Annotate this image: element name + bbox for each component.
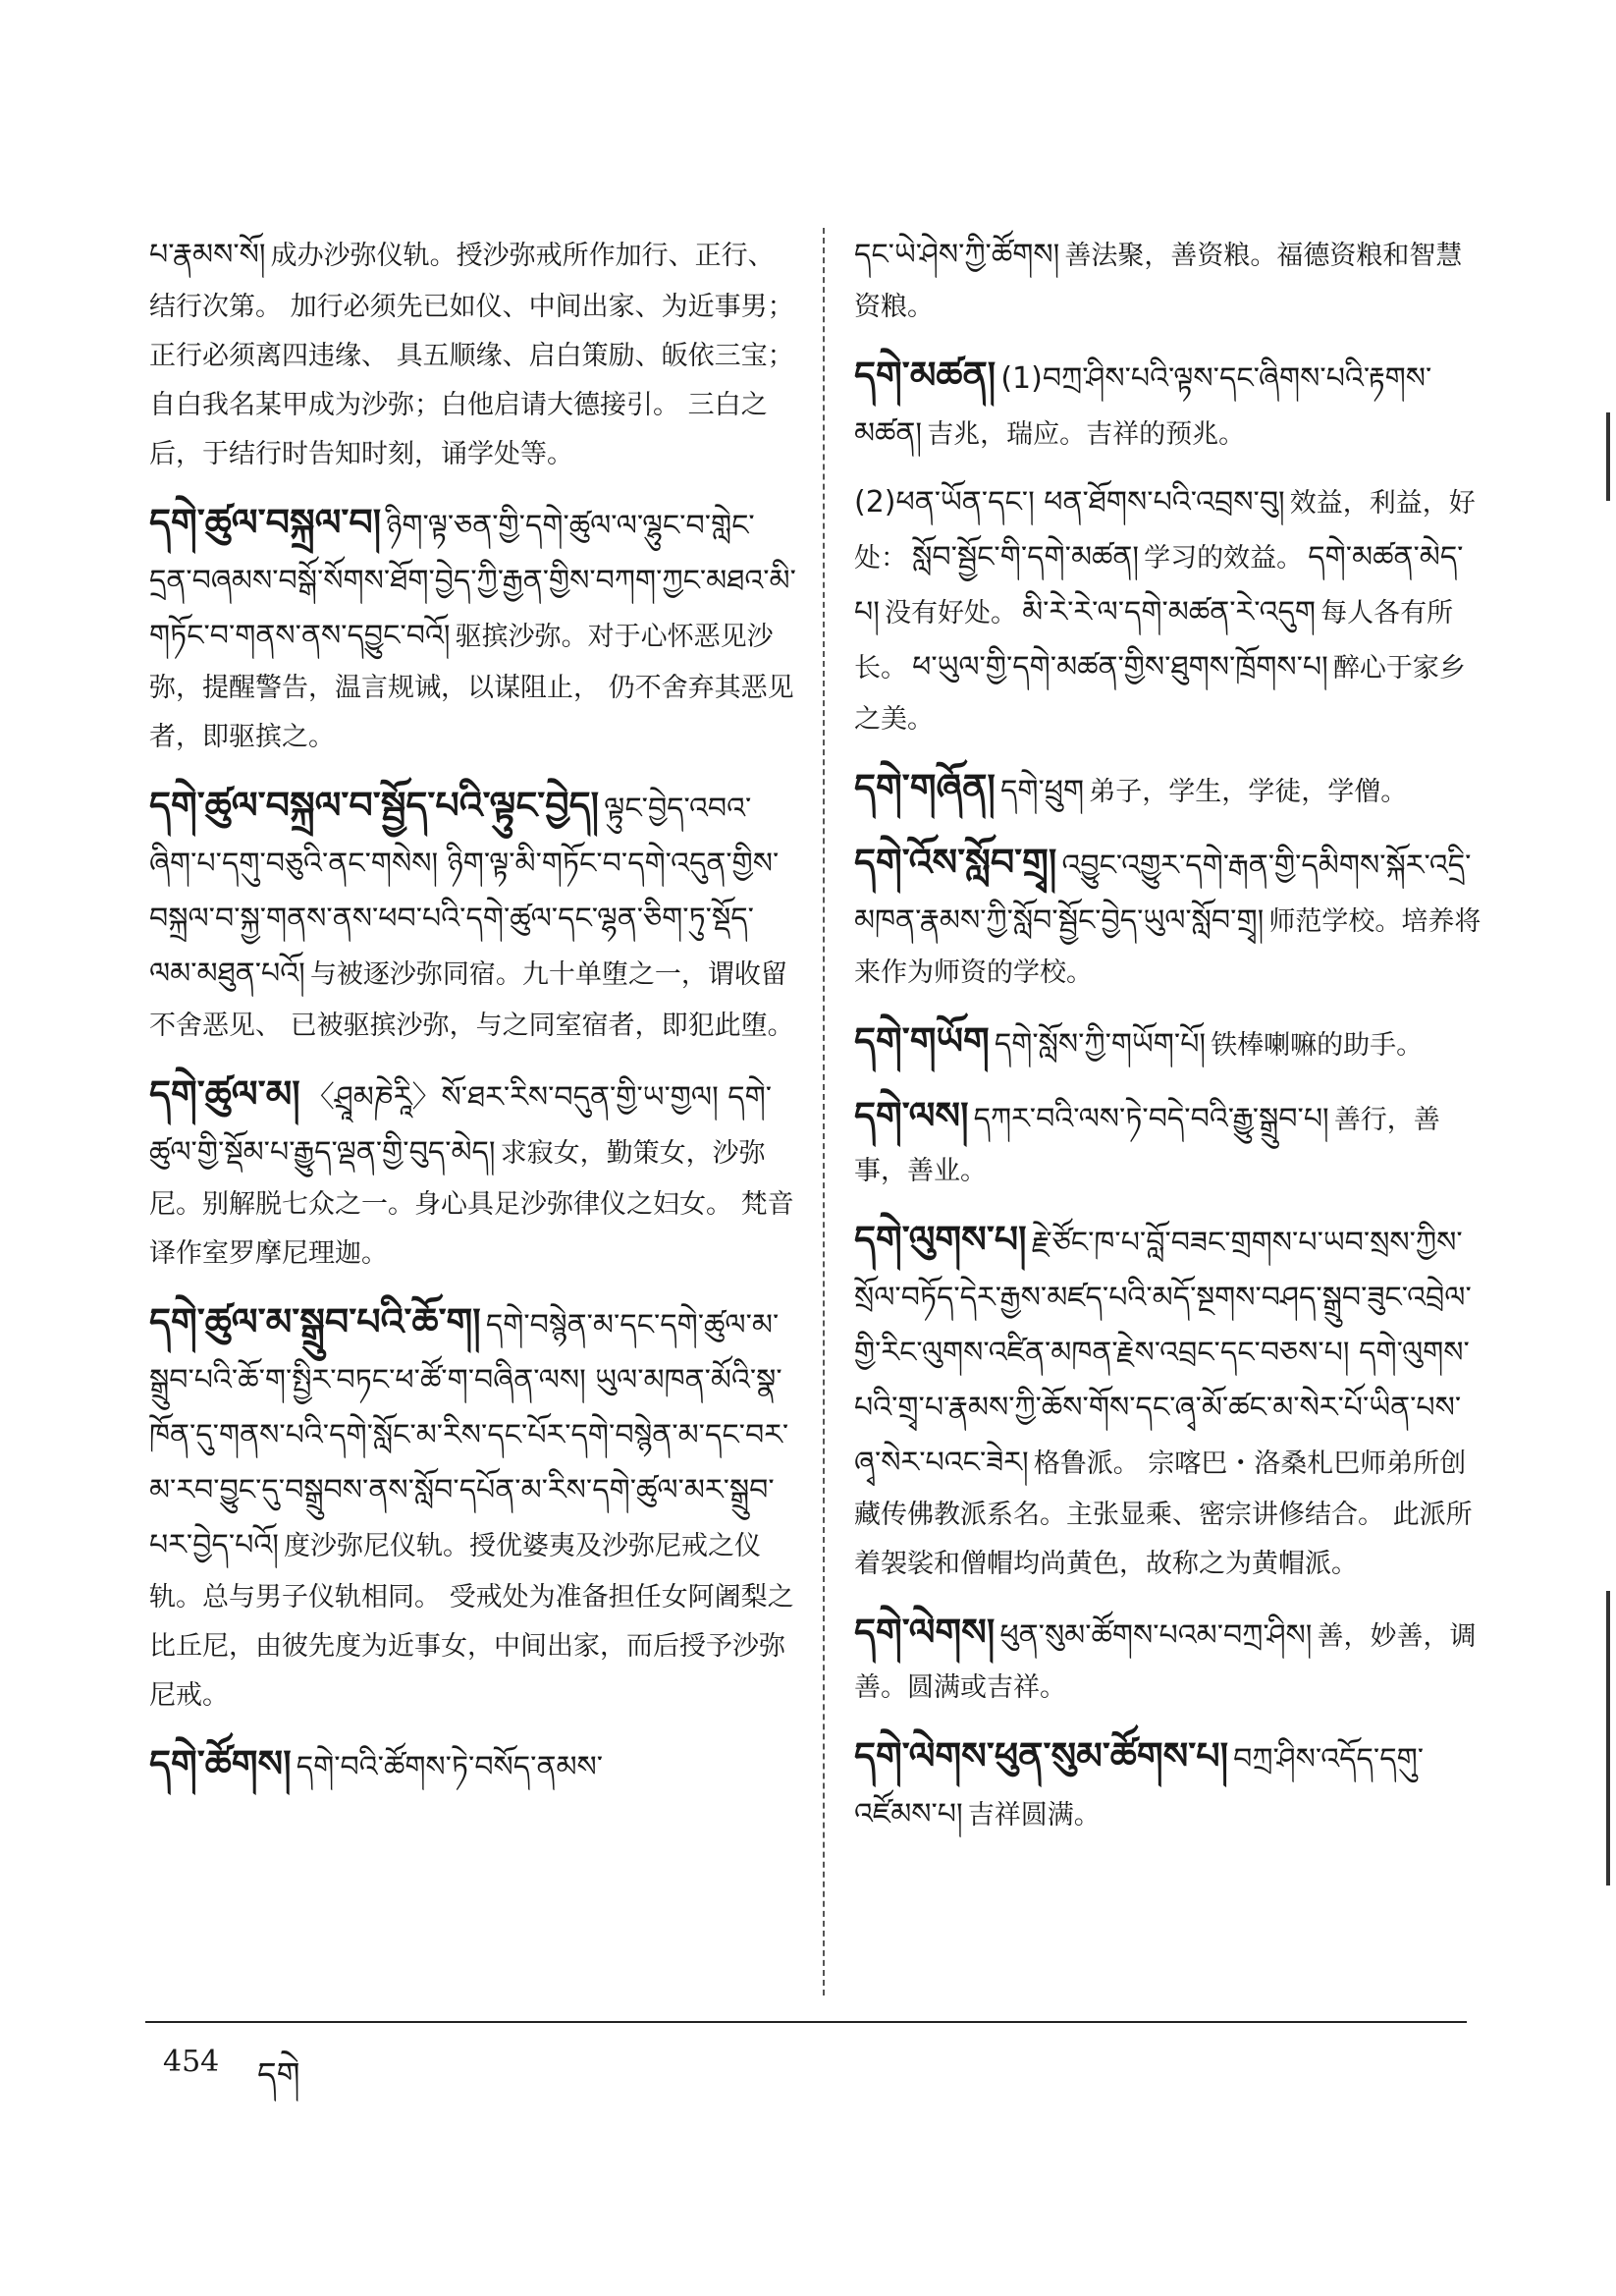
chinese-definition: 成办沙弥仪轨。授沙弥戒所作加行、正行、结行次第。 加行必须先已如仪、中间出家、为近事男；正行必须离四违缘、 具五顺缘、启白策励、皈依三宝； 自白我名某甲成为沙弥；白他启请大德接引。 三白之后，于结行时告知时刻，诵学处等。 [149, 241, 794, 469]
tibetan-text: རྗེ་ཙོང་ཁ་པ་བློ་བཟང་གྲགས་པ་ཡབ་སྲས་ཀྱིས་སྲོལ་བཏོད་དེར་རྒྱས་མཛད་པའི་མདོ་སྔགས་བཤད་སྒྲུབ་ཟུང་འབྲེལ་གྱི་རིང་ལུགས་འཛིན་མཁན་རྗེས་འབྲང་དང་བཅས་པ། དགེ་ལུགས་པའི་གྲྭ་པ་རྣམས་ཀྱི་ཆོས་གོས་དང་ཞྭ་མོ་ཚང་མ་སེར་པོ་ཡིན་པས་ཞྭ་སེར་པའང་ཟེར། [854, 1226, 1472, 1480]
entry [854, 475, 1482, 744]
tibetan-text: དང་ཡེ་ཤེས་ཀྱི་ཚོགས། [854, 238, 1060, 272]
entry [149, 228, 797, 479]
chinese-definition: 吉兆，瑞应。吉祥的预兆。 [927, 419, 1246, 450]
headword: དགེ་ཚུལ་བསྐྲལ་བ་སྦྱོད་པའི་ལྟུང་བྱེད། [149, 784, 600, 827]
column-divider [823, 228, 825, 1995]
tibetan-text: (1)བཀྲ་ཤིས་པའི་ལྟས་དང་ཞིགས་པའི་རྟགས་མཚན། [854, 361, 1432, 451]
entry [149, 493, 797, 762]
chinese-definition: 吉祥圆满。 [967, 1800, 1101, 1831]
page-edge-mark [1606, 412, 1610, 501]
tibetan-text: དགེ་བསྙེན་མ་དང་དགེ་ཚུལ་མ་སྒྲུབ་པའི་ཆོ་ག་སྤྱིར་བཏང་ཕ་ཚོ་ག་བཞིན་ལས། ཡུལ་མཁན་མོའི་སྣ་ཁོན་དུ་གནས་པའི་དགེ་སློང་མ་རིས་དང་པོར་དགེ་བསྙེན་མ་དང་བར་མ་རབ་བྱུང་དུ་བསྒྲུབས་ནས་སློབ་དཔོན་མ་རིས་དགེ་ཚུལ་མར་སྒྲུབ་པར་བྱེད་པའོ། [149, 1308, 789, 1562]
tibetan-text: (2)ཕན་ཡོན་དང་། ཕན་ཐོགས་པའི་འབྲས་བུ། [854, 485, 1285, 519]
chinese-definition: 善行，善事，善业。 [854, 1105, 1440, 1186]
headword: དགེ་ཚུལ་མ། [149, 1072, 300, 1116]
right-column [854, 228, 1482, 1856]
page-edge-mark [1606, 1591, 1610, 1886]
entry [854, 758, 1482, 819]
chinese-definition: 铁棒喇嘛的助手。 [1211, 1030, 1424, 1061]
tibetan-example: མི་རེ་རེ་ལ་དགེ་མཚན་རེ་འདུག [1022, 595, 1316, 629]
tibetan-text: དཀར་བའི་ལས་ཏེ་བདེ་བའི་རྒྱུ་སྒྲུབ་པ། [973, 1102, 1329, 1136]
headword: དགེ་མཚན། [854, 354, 997, 397]
chinese-definition: 善，妙善，调善。圆满或吉祥。 [854, 1621, 1477, 1703]
left-column [149, 228, 797, 1809]
tibetan-text: པ་རྣམས་སོ། [149, 238, 266, 272]
chinese-example: 醉心于家乡之美。 [854, 653, 1466, 735]
entry [149, 776, 797, 1051]
chinese-definition: 善法聚，善资粮。福德资粮和智慧资粮。 [854, 241, 1463, 322]
tibetan-text: དགེ་སློས་ཀྱི་གཡོག་པོ། [994, 1027, 1207, 1062]
chinese-definition: 弟子，学生，学徒，学僧。 [1089, 777, 1408, 807]
entry [854, 1011, 1482, 1072]
page-number: 454 [163, 2045, 220, 2079]
chinese-definition: 效益，利益，好处： [854, 488, 1476, 574]
entry [149, 1734, 797, 1795]
tibetan-text: 〈ཤྲཱམཎེརཱི〉སོ་ཐར་རིས་བདུན་གྱི་ཡ་གྱལ། དགེ་ཚུལ་གྱི་སྡོམ་པ་རྒྱུད་ལྡན་གྱི་བུད་མེད། [149, 1080, 773, 1170]
entry [854, 228, 1482, 332]
chinese-definition: 师范学校。培养将来作为师资的学校。 [854, 906, 1481, 988]
entry [854, 346, 1482, 462]
tibetan-example: དགེ་མཚན་མེད་པ། [854, 540, 1464, 629]
tibetan-text: དགེ་ཕྲུག [999, 774, 1085, 808]
headword: དགེ་འོས་སློབ་གྲྭ། [854, 841, 1057, 884]
chinese-definition: 驱摈沙弥。对于心怀恶见沙弥，提醒警告，温言规诫，以谋阻止， 仍不舍弃其恶见者，即驱摈之。 [149, 622, 794, 752]
headword: དགེ་གཡོག [854, 1019, 990, 1063]
headword: དགེ་ལེགས། [854, 1611, 996, 1654]
tibetan-text: དགེ་བའི་ཚོགས་ཏེ་བསོད་ནམས་ [296, 1750, 604, 1784]
entry [854, 1726, 1482, 1842]
headword: དགེ་ཚུལ་བསྐྲལ་བ། [149, 501, 382, 544]
headword: དགེ་ཚོགས། [149, 1742, 292, 1785]
entry [854, 1210, 1482, 1589]
tibetan-text: ཕུན་སུམ་ཚོགས་པའམ་བཀྲ་ཤིས། [999, 1618, 1313, 1653]
chinese-example: 学习的效益。 [1144, 543, 1304, 574]
entry [149, 1292, 797, 1721]
chinese-example: 没有好处。 [884, 598, 1017, 629]
tibetan-text: ཉིག་ལྟ་ཅན་གྱི་དགེ་ཚུལ་ལ་ལྷུང་བ་གླེང་དྲན་བཞམས་བསྒོ་སོགས་ཐོག་བྱེད་ཀྱི་རྒྱན་གྱིས་བཀག་ཀྱང་མཐའ་མི་གཏོང་བ་གནས་ནས་དབྱུང་བའོ། [149, 509, 796, 653]
headword: དགེ་ལས། [854, 1094, 969, 1137]
tibetan-example: ཕ་ཡུལ་གྱི་དགེ་མཚན་གྱིས་ཐུགས་ཁྲོགས་པ། [912, 650, 1328, 684]
headword: དགེ་ཚུལ་མ་སྒྲུབ་པའི་ཆོ་ག། [149, 1300, 481, 1343]
running-head: དགེ [257, 2055, 300, 2095]
entry [149, 1065, 797, 1279]
headword: དགེ་གཞོན། [854, 766, 996, 809]
headword: དགེ་ལེགས་ཕུན་སུམ་ཚོགས་པ། [854, 1734, 1229, 1777]
chinese-example: 每人各有所长。 [854, 598, 1454, 683]
headword: དགེ་ལུགས་པ། [854, 1218, 1027, 1261]
tibetan-text: ལྟུང་བྱེད་འབའ་ཞིག་པ་དགུ་བཅུའི་ནང་གསེས། ཉིག་ལྟ་མི་གཏོང་བ་དགེ་འདུན་གྱིས་བསྐྲལ་བ་སྐྱ་གནས་ནས་ཕབ་པའི་དགེ་ཚུལ་དང་ལྷན་ཅིག་ཏུ་སྡོད་ལམ་མཐུན་པའོ། [149, 792, 780, 991]
footer-rule [145, 2021, 1467, 2023]
tibetan-text: བཀྲ་ཤིས་འདོད་དགུ་འཛོམས་པ། [854, 1742, 1425, 1831]
chinese-definition: 与被逐沙弥同宿。九十单堕之一，谓收留不舍恶见、 已被驱摈沙弥，与之同室宿者，即犯此堕。 [149, 959, 794, 1041]
chinese-definition: 度沙弥尼仪轨。授优婆夷及沙弥尼戒之仪轨。总与男子仪轨相同。 受戒处为准备担任女阿阇梨之比丘尼，由彼先度为近事女，中间出家，而后授予沙弥尼戒。 [149, 1531, 794, 1711]
entry [854, 833, 1482, 998]
chinese-definition: 格鲁派。 宗喀巴・洛桑札巴师弟所创藏传佛教派系名。主张显乘、密宗讲修结合。 此派所着袈裟和僧帽均尚黄色，故称之为黄帽派。 [854, 1449, 1473, 1579]
chinese-definition: 求寂女，勤策女，沙弥尼。别解脱七众之一。身心具足沙弥律仪之妇女。 梵音译作室罗摩尼理迦。 [149, 1138, 794, 1269]
tibetan-example: སློབ་སྦྱོང་གི་དགེ་མཚན། [912, 540, 1140, 574]
entry [854, 1603, 1482, 1713]
entry [854, 1086, 1482, 1196]
tibetan-text: འབྱུང་འགྱུར་དགེ་རྒན་གྱི་དམིགས་སྐོར་འདྲི་མཁན་རྣམས་ཀྱི་སློབ་སྦྱོང་བྱེད་ཡུལ་སློབ་གྲྭ། [854, 848, 1472, 938]
